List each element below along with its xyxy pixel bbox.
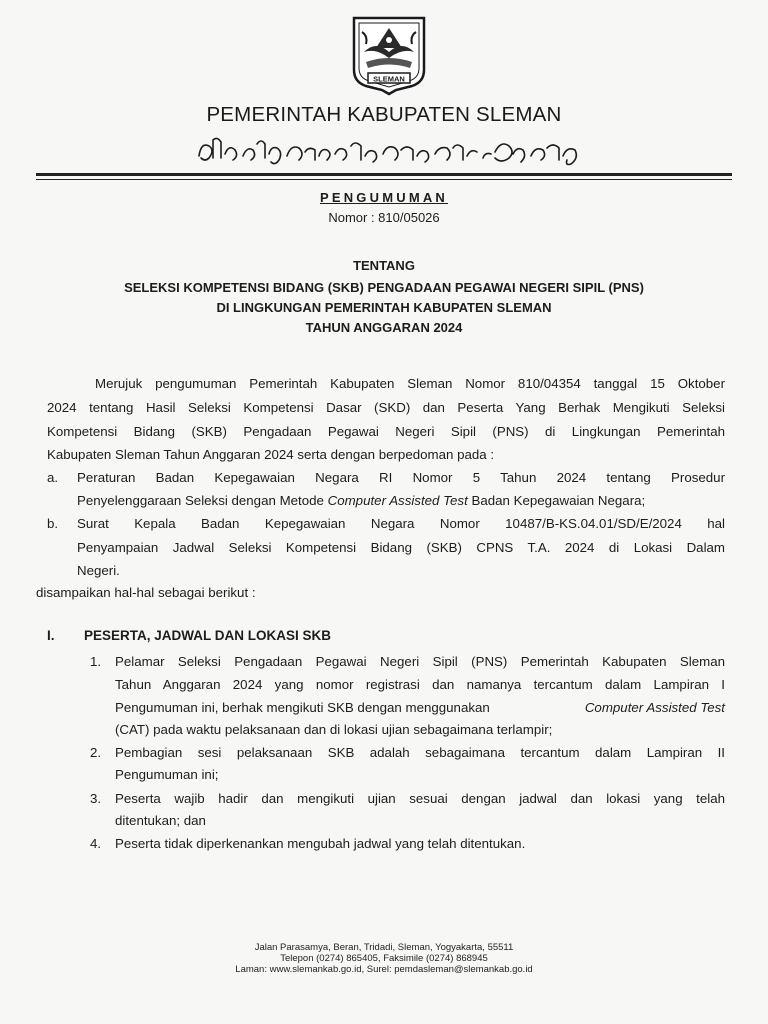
logo-text: SLEMAN [373, 74, 405, 84]
intro-line-2: 2024 tentang Hasil Seleksi Kompetensi Dasar (SKD) dan Peserta Yang Berhak Mengikuti Seleksi [47, 400, 725, 415]
section-1-item-2-line-2: Pengumuman ini; [115, 767, 219, 782]
reference-a-line-2: Penyelenggaraan Seleksi dengan Metode Computer Assisted Test Badan Kepegawaian Negara; [77, 493, 646, 508]
section-1-item-1-line-1: Pelamar Seleksi Pengadaan Pegawai Negeri Sipil (PNS) Pemerintah Kabupaten Sleman [115, 654, 725, 669]
sleman-coat-of-arms-logo [346, 12, 432, 98]
javanese-script-government-name [195, 132, 585, 170]
section-1-item-4-marker: 4. [90, 836, 102, 851]
reference-b-marker: b. [47, 516, 59, 531]
announcement-title: PENGUMUMAN [319, 190, 449, 205]
intro-line-1: Merujuk pengumuman Pemerintah Kabupaten Sleman Nomor 810/04354 tanggal 15 Oktober [95, 376, 725, 391]
section-1-item-3-line-1: Peserta wajib hadir dan mengikuti ujian sesuai dengan jadwal dan lokasi yang telah [115, 791, 725, 806]
closing-intro: disampaikan hal-hal sebagai berikut : [36, 585, 256, 600]
section-1-item-1-marker: 1. [90, 654, 102, 669]
announcement-number: Nomor : 810/05026 [328, 210, 440, 225]
reference-a-italic-term: Computer Assisted Test [327, 493, 468, 508]
reference-b-line-1: Surat Kepala Badan Kepegawaian Negara Nomor 10487/B-KS.04.01/SD/E/2024 hal [77, 516, 725, 531]
reference-a-marker: a. [47, 470, 59, 485]
footer-phone: Telepon (0274) 865405, Faksimile (0274) 868945 [280, 953, 488, 964]
government-name: PEMERINTAH KABUPATEN SLEMAN [206, 103, 562, 126]
section-1-item-2-line-1: Pembagian sesi pelaksanaan SKB adalah sebagaimana tercantum dalam Lampiran II [115, 745, 725, 760]
reference-a-line-1: Peraturan Badan Kepegawaian Negara RI Nomor 5 Tahun 2024 tentang Prosedur [77, 470, 725, 485]
letterhead-divider-thick [36, 173, 732, 176]
section-1-item-1-line-4: (CAT) pada waktu pelaksanaan dan di lokasi ujian sebagaimana terlampir; [115, 722, 553, 737]
section-1-item-2-marker: 2. [90, 745, 102, 760]
footer-web: Laman: www.slemankab.go.id, Surel: pemdasleman@slemankab.go.id [235, 964, 533, 975]
section-1-item-1-line-2: Tahun Anggaran 2024 yang nomor registrasi dan namanya tercantum dalam Lampiran I [115, 677, 725, 692]
letterhead-divider-thin [36, 179, 732, 180]
subject-line-2: DI LINGKUNGAN PEMERINTAH KABUPATEN SLEMAN [216, 300, 552, 315]
section-1-heading: PESERTA, JADWAL DAN LOKASI SKB [84, 628, 332, 643]
section-1-item-3-line-2: ditentukan; dan [115, 813, 206, 828]
section-1-item-4-line-1: Peserta tidak diperkenankan mengubah jadwal yang telah ditentukan. [115, 836, 526, 851]
section-1-item-3-marker: 3. [90, 791, 102, 806]
section-1-numeral: I. [47, 628, 55, 643]
subject-line-1: SELEKSI KOMPETENSI BIDANG (SKB) PENGADAAN PEGAWAI NEGERI SIPIL (PNS) [124, 280, 644, 295]
intro-line-4: Kabupaten Sleman Tahun Anggaran 2024 serta dengan berpedoman pada : [47, 447, 495, 462]
section-1-item-1-italic-term: Computer Assisted Test [584, 700, 725, 715]
reference-b-line-3: Negeri. [77, 563, 120, 578]
footer-address: Jalan Parasamya, Beran, Tridadi, Sleman, Yogyakarta, 55511 [254, 942, 514, 953]
reference-b-line-2: Penyampaian Jadwal Seleksi Kompetensi Bidang (SKB) CPNS T.A. 2024 di Lokasi Dalam [77, 540, 725, 555]
section-1-item-1-line-3: Pengumuman ini, berhak mengikuti SKB dengan menggunakan Computer Assisted Test [115, 700, 725, 715]
intro-line-3: Kompetensi Bidang (SKB) Pengadaan Pegawai Negeri Sipil (PNS) di Lingkungan Pemerintah [47, 424, 725, 439]
subject-line-3: TAHUN ANGGARAN 2024 [305, 320, 463, 335]
subject-heading: TENTANG [353, 258, 415, 273]
